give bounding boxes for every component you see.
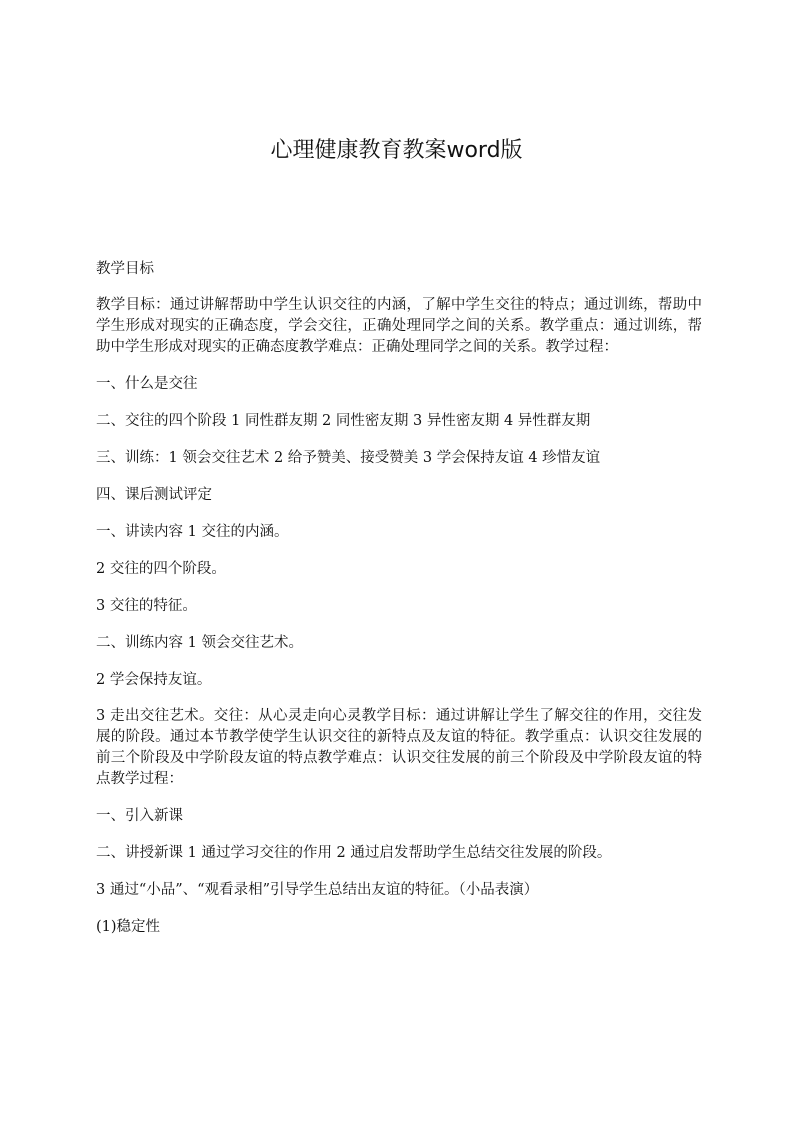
list-item: 二、交往的四个阶段 1 同性群友期 2 同性密友期 3 异性密友期 4 异性群友期: [96, 413, 591, 429]
list-item: 2 学会保持友谊。: [96, 672, 212, 688]
list-item: 3 通过“小品”、“观看录相”引导学生总结出友谊的特征。（小品表演）: [96, 882, 539, 898]
list-item: 一、什么是交往: [96, 376, 198, 392]
list-item: 2 交往的四个阶段。: [96, 561, 226, 577]
list-item: 3 交往的特征。: [96, 598, 197, 614]
document-title: 心理健康教育教案word版: [270, 138, 523, 163]
list-item: 一、讲读内容 1 交往的内涵。: [96, 524, 289, 540]
list-item: 四、课后测试评定: [96, 487, 212, 503]
lesson-paragraph: 3 走出交往艺术。交往：从心灵走向心灵教学目标：通过讲解让学生了解交往的作用，交往发展的阶段。通过本节教学使学生认识交往的新特点及友谊的特征。教学重点：认识交往发展的前三个阶段及中学阶段友谊的特点教学难点：认识交往发展的前三个阶段及中学阶段友谊的特点教学过程：: [96, 708, 702, 787]
document-body: [96, 258, 702, 953]
list-item: 二、讲授新课 1 通过学习交往的作用 2 通过启发帮助学生总结交往发展的阶段。: [96, 845, 612, 861]
objectives-paragraph: 教学目标：通过讲解帮助中学生认识交往的内涵，了解中学生交往的特点；通过训练，帮助中学生形成对现实的正确态度，学会交往，正确处理同学之间的关系。教学重点：通过训练，帮助中学生形成对现实的正确态度教学难点：正确处理同学之间的关系。教学过程：: [96, 297, 702, 355]
list-item: 二、训练内容 1 领会交往艺术。: [96, 635, 303, 651]
section-heading-objectives: 教学目标: [96, 261, 154, 277]
list-item: 三、训练：1 领会交往艺术 2 给予赞美、接受赞美 3 学会保持友谊 4 珍惜友谊: [96, 450, 601, 466]
list-item: 一、引入新课: [96, 808, 183, 824]
list-item: (1)稳定性: [96, 919, 161, 935]
